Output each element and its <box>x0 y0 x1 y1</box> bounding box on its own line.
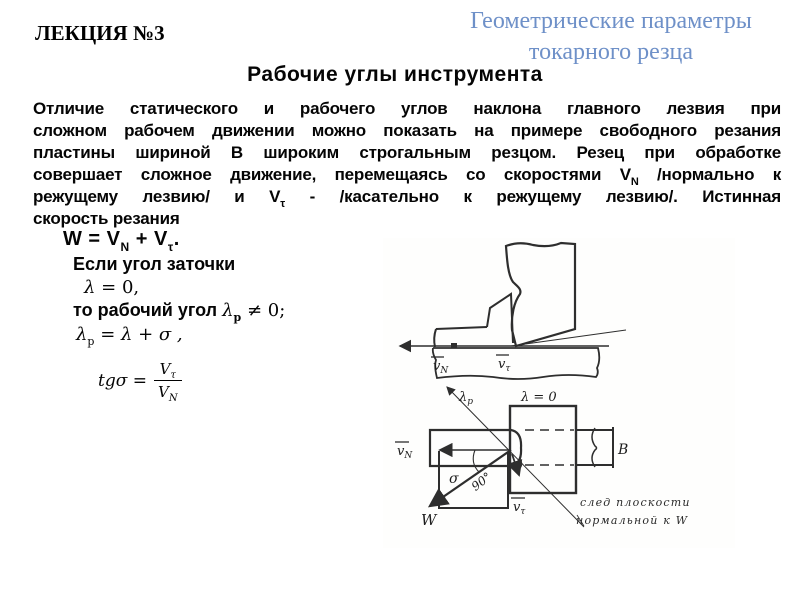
formula-condition-text: Если угол заточки <box>73 254 236 274</box>
paragraph-line: пластины шириной В широким строгальным резцом. Резец при обработке <box>33 143 781 162</box>
width-brace <box>592 428 597 467</box>
angle-90-label: 90° <box>468 469 495 494</box>
formula-lambda-sum: $\lambda_р = \lambda + \sigma$ , <box>76 324 183 348</box>
subscript-p: р <box>233 311 242 324</box>
formula-working-angle: то рабочий угол $\lambda_р \ne 0$; <box>73 300 286 324</box>
paragraph-line: сложном рабочем движении можно показать на примере свободного резания <box>33 121 781 140</box>
sigma-angle-arc <box>473 450 479 472</box>
tg-lhs: tgσ = <box>98 370 147 391</box>
vtau-label-plan <box>511 498 526 517</box>
tool-body-outline <box>506 243 575 346</box>
vn-label-plan <box>395 442 413 461</box>
subscript-n: N <box>120 240 130 254</box>
formula-lambda-zero: λ = 0, <box>84 277 140 298</box>
lambda-p-label: $\lambda_р$ <box>459 390 474 407</box>
slide-title <box>430 6 792 68</box>
subscript-n: N <box>630 176 639 188</box>
plate-width-extension <box>576 427 613 468</box>
fraction <box>154 360 182 404</box>
lecture-number-label: ЛЕКЦИЯ №3 <box>35 21 165 45</box>
svg-text:vN: $v_N$ <box>433 359 449 376</box>
body-paragraph <box>33 98 781 230</box>
w-resultant-arrow <box>430 450 511 506</box>
paragraph-line: совершает сложное движение, перемещаясь со скоростями $V_N$ /нормально к <box>33 165 781 188</box>
trace-caption-line1: след плоскости <box>580 496 691 509</box>
plate-plan-outline <box>510 406 576 493</box>
fraction-numerator: $V_\tau$ <box>159 360 176 381</box>
svg-text:vτ: $v_\tau$ <box>513 500 526 517</box>
slide-title-line1: Геометрические параметры <box>470 8 752 34</box>
vn-label-top <box>431 357 449 376</box>
svg-text:vN: $v_N$ <box>397 444 413 461</box>
formula-tangent-sigma <box>98 360 182 404</box>
trace-caption-line2: нормальной к W <box>576 514 689 527</box>
paragraph-line: режущему лезвию/ и $V_\tau$ - /касательно к режущему лезвию/. Истинная <box>33 187 781 210</box>
w-label: W <box>421 511 437 529</box>
resultant-construction-line <box>511 330 626 346</box>
section-heading: Рабочие углы инструмента <box>247 63 543 86</box>
chip-outline <box>487 294 513 343</box>
arrow-tail-mark <box>451 343 457 348</box>
subscript-n: N <box>168 393 178 404</box>
sigma-label: σ <box>449 471 459 487</box>
cutting-scheme-figure <box>383 238 735 548</box>
width-b-label: B <box>618 442 629 458</box>
slide-title-line2: токарного резца <box>528 39 694 65</box>
cutting-scheme-svg <box>383 238 735 548</box>
paragraph-line: Отличие статического и рабочего углов наклона главного лезвия при <box>33 99 781 118</box>
fraction-denominator: $V_N$ <box>154 380 182 401</box>
subscript-p: р <box>87 335 95 348</box>
uncut-layer-step <box>434 327 487 347</box>
paragraph-line: скорость резания <box>33 209 180 228</box>
subscript-tau: τ <box>170 370 176 381</box>
subscript-tau: τ <box>167 240 174 254</box>
lambda-zero-label: λ = 0 <box>521 390 557 405</box>
subscript-tau: τ <box>280 198 285 210</box>
formula-w-equation: $W = V_N + V_\tau$. <box>63 228 180 254</box>
workpiece-strip-outline <box>433 348 599 379</box>
svg-text:vτ: $v_\tau$ <box>498 357 511 374</box>
vtau-label-top <box>496 355 511 374</box>
